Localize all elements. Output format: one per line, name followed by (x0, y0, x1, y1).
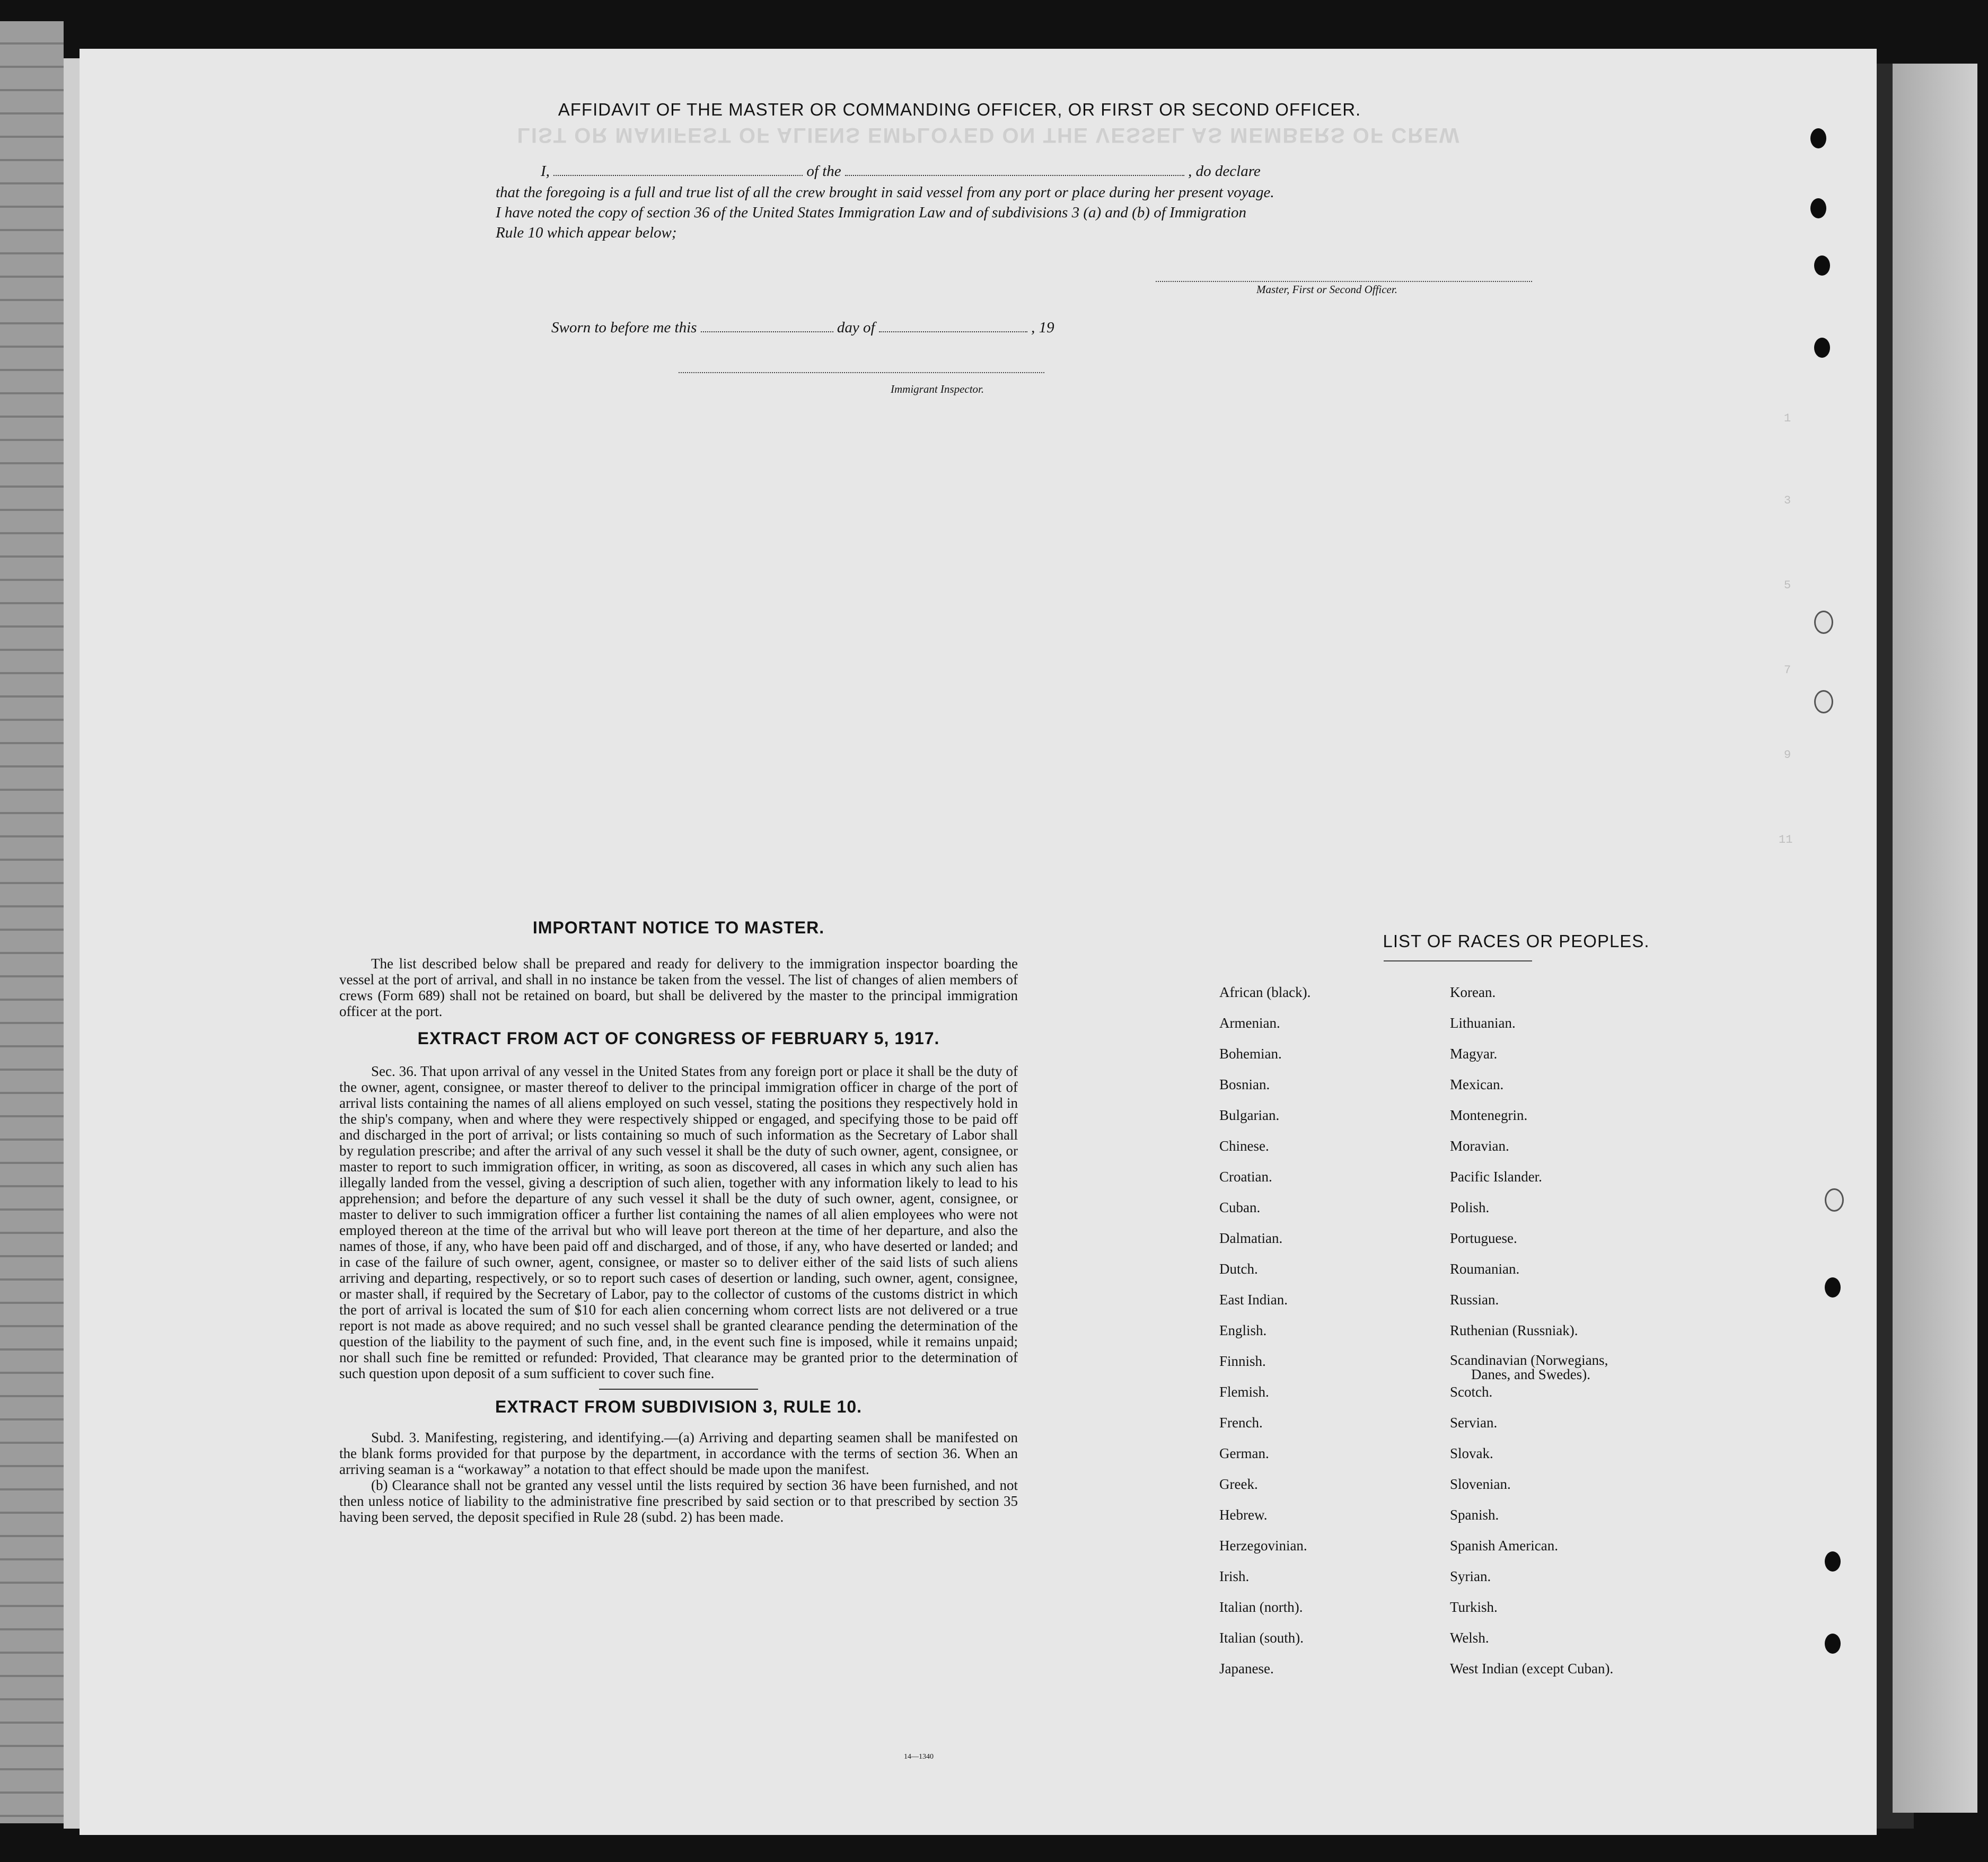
race-item: Flemish. (1219, 1384, 1269, 1400)
race-item: Turkish. (1450, 1599, 1498, 1615)
race-item: Croatian. (1219, 1169, 1272, 1185)
race-item: Dutch. (1219, 1261, 1258, 1277)
inspector-signature-line (679, 372, 1044, 373)
punch-hole (1825, 1277, 1841, 1298)
punch-hole (1825, 1551, 1841, 1572)
punch-hole (1814, 338, 1830, 358)
race-item: Spanish. (1450, 1507, 1499, 1523)
underlying-page-strip (1893, 64, 1977, 1813)
race-item: Portuguese. (1450, 1230, 1517, 1246)
bleed-row-number: 3 (1784, 494, 1791, 507)
sworn-line (551, 319, 1054, 337)
rule-title: EXTRACT FROM SUBDIVISION 3, RULE 10. (495, 1397, 863, 1416)
race-item: Servian. (1450, 1415, 1498, 1431)
form-number: 14—1340 (904, 1753, 934, 1761)
race-item: Herzegovinian. (1219, 1538, 1307, 1554)
race-item: Italian (north). (1219, 1599, 1303, 1615)
affidavit-line-1 (541, 163, 1261, 180)
race-item: Roumanian. (1450, 1261, 1520, 1277)
race-item: Ruthenian (Russniak). (1450, 1322, 1578, 1338)
race-item: French. (1219, 1415, 1263, 1431)
section-rule (599, 1389, 758, 1390)
races-right-column (1450, 984, 1613, 1691)
race-item: Korean. (1450, 984, 1496, 1000)
race-item: Polish. (1450, 1199, 1490, 1215)
manifest-page (80, 49, 1877, 1835)
race-item: Armenian. (1219, 1015, 1280, 1031)
affidavit-of-the: of the (806, 163, 841, 180)
punch-hole-empty (1825, 1188, 1844, 1212)
punch-hole (1810, 198, 1826, 218)
race-item: Scotch. (1450, 1384, 1493, 1400)
affidavit-line-4: Rule 10 which appear below; (496, 224, 677, 241)
master-signature-label: Master, First or Second Officer. (1256, 283, 1397, 296)
race-item: Bosnian. (1219, 1076, 1270, 1092)
race-item: Hebrew. (1219, 1507, 1268, 1523)
punch-hole-empty (1814, 611, 1833, 634)
race-item: English. (1219, 1322, 1267, 1338)
sworn-before: Sworn to before me this (551, 319, 697, 336)
race-item: Finnish. (1219, 1353, 1266, 1369)
race-item: West Indian (except Cuban). (1450, 1661, 1614, 1676)
race-item: Moravian. (1450, 1138, 1509, 1154)
race-item: Scandinavian (Norwegians, Danes, and Swedes). (1450, 1352, 1608, 1382)
rule-text-b: (b) Clearance shall not be granted any vessel until the lists required by section 36 have been furnished, and not then unless notice of liability to the administrative fine prescribed by said section or to that prescribed by section 35 having been served, the deposit specified in Rule 28 (subd. 2) has been made. (339, 1477, 1018, 1525)
race-item: Bohemian. (1219, 1046, 1282, 1062)
notice-text: The list described below shall be prepared and ready for delivery to the immigration inspector boarding the vessel at the port of arrival, and shall in no instance be taken from the vessel. The list of changes of alien members of crews (Form 689) shall not be retained on board, but shall be delivered by the master to the principal immigration officer at the port. (339, 956, 1018, 1019)
race-item: Spanish American. (1450, 1538, 1558, 1554)
races-left-column (1219, 984, 1310, 1691)
race-item: Dalmatian. (1219, 1230, 1283, 1246)
bleed-row-number: 5 (1784, 579, 1791, 592)
notice-column (339, 918, 1018, 1525)
race-item: Russian. (1450, 1292, 1499, 1308)
punch-hole-empty (1814, 690, 1833, 713)
punch-hole (1810, 128, 1826, 148)
race-item: Bulgarian. (1219, 1107, 1280, 1123)
punch-hole (1825, 1634, 1841, 1654)
race-item: German. (1219, 1445, 1269, 1461)
master-signature-line (1156, 281, 1532, 282)
race-item: Mexican. (1450, 1076, 1504, 1092)
bleed-through-header: LIST OR MANIFEST OF ALIENS EMPLOYED ON THE VESSEL AS MEMBERS OF CREW (517, 123, 1461, 147)
act-title: EXTRACT FROM ACT OF CONGRESS OF FEBRUARY 5, 1917. (417, 1029, 940, 1048)
bleed-row-number: 9 (1784, 748, 1791, 762)
race-item: East Indian. (1219, 1292, 1288, 1308)
sworn-day-of: day of (837, 319, 875, 336)
punch-hole (1814, 255, 1830, 276)
race-item: Magyar. (1450, 1046, 1498, 1062)
races-title: LIST OF RACES OR PEOPLES. (1383, 931, 1650, 951)
affidavit-title: AFFIDAVIT OF THE MASTER OR COMMANDING OFFICER, OR FIRST OR SECOND OFFICER. (558, 100, 1361, 119)
bleed-row-number: 11 (1779, 833, 1793, 846)
inspector-signature-label: Immigrant Inspector. (891, 383, 984, 395)
race-item: Cuban. (1219, 1199, 1261, 1215)
rule-text-a: Subd. 3. Manifesting, registering, and identifying.—(a) Arriving and departing seamen shall be manifested on the blank forms provided for that purpose by the department, in accordance with the terms of section 36. When an arriving seaman is a “workaway” a notation to that effect should be made upon the manifest. (339, 1429, 1018, 1477)
races-title-rule (1384, 960, 1532, 961)
race-item: Slovak. (1450, 1445, 1493, 1461)
race-item: Lithuanian. (1450, 1015, 1516, 1031)
sworn-year: , 19 (1031, 319, 1054, 336)
race-item: African (black). (1219, 984, 1311, 1000)
race-item: Greek. (1219, 1476, 1258, 1492)
race-item: Pacific Islander. (1450, 1169, 1542, 1185)
race-item: Italian (south). (1219, 1630, 1304, 1646)
affidavit-i: I, (541, 163, 550, 180)
notice-title: IMPORTANT NOTICE TO MASTER. (532, 918, 825, 937)
affidavit-line-2: that the foregoing is a full and true list of all the crew brought in said vessel from any port or place during her present voyage. (496, 184, 1274, 201)
act-text: Sec. 36. That upon arrival of any vessel in the United States from any foreign port or place it shall be the duty of the owner, agent, consignee, or master thereof to deliver to the principal immigration officer in charge of the port of arrival lists containing the names of all aliens employed on such vessel, stating the positions they respectively hold in the ship's company, when and where they were respectively shipped or engaged, and specifying those to be paid off and discharged in the port of arrival; or lists containing so much of such information as the Secretary of Labor shall by regulation prescribe; and after the arrival of any such vessel it shall be the duty of such owner, agent, consignee, or master to report to such immigration officer, in writing, as soon as discovered, all cases in which any such alien has illegally landed from the vessel, giving a description of such alien, together with any information likely to lead to his apprehension; and before the departure of any such vessel it shall be the duty of such owner, agent, consignee, or master to deliver to such immigration officer a further list containing the names of all alien employees who were not employed thereon at the time of the arrival but who will leave port thereon at the time of her departure, and also the names of those, if any, who have been paid off and discharged, and of those, if any, who have deserted or landed; and in case of the failure of such owner, agent, consignee, or master so to deliver either of the said lists of such aliens arriving and departing, respectively, or so to report such cases of desertion or landing, such owner, agent, consignee, or master shall, if required by the Secretary of Labor, pay to the collector of customs of the customs district in which the port of arrival is located the sum of $10 for each alien concerning whom correct lists are not delivered or a true report is not made as above required; and no such vessel shall be granted clearance pending the determination of the question of the liability to the payment of such fine, and, in the event such fine is imposed, while it remains unpaid; nor shall such fine be remitted or refunded: Provided, That clearance may be granted prior to the determination of such question upon deposit of a sum sufficient to cover such fine. (339, 1063, 1018, 1381)
race-item: Slovenian. (1450, 1476, 1511, 1492)
race-item: Welsh. (1450, 1630, 1489, 1646)
race-item: Montenegrin. (1450, 1107, 1528, 1123)
race-item: Chinese. (1219, 1138, 1269, 1154)
race-item: Syrian. (1450, 1568, 1491, 1584)
race-item: Irish. (1219, 1568, 1250, 1584)
left-background-strip (0, 21, 64, 1823)
affidavit-line-3: I have noted the copy of section 36 of the United States Immigration Law and of subdivisions 3 (a) and (b) of Immigration (496, 204, 1247, 221)
bleed-row-number: 1 (1784, 412, 1791, 425)
affidavit-declare: , do declare (1188, 163, 1261, 180)
race-item: Japanese. (1219, 1661, 1274, 1676)
bleed-row-number: 7 (1784, 664, 1791, 677)
